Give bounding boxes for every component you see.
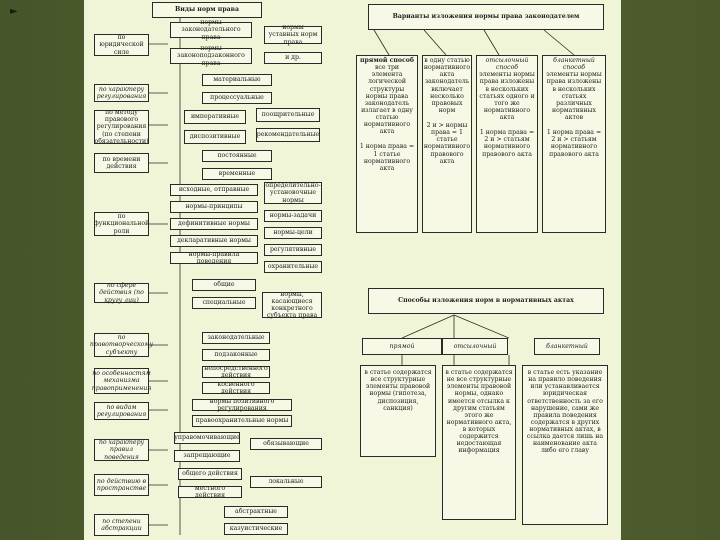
item-direct-action: непосредственного действия	[202, 366, 270, 378]
category-scope: по видам регулирования	[94, 402, 149, 420]
category-space: по действию в пространстве	[94, 474, 149, 496]
variant-column-1	[356, 55, 418, 233]
category-mechanism: по особенностям механизма правоприменения	[94, 368, 149, 394]
category-subject: по правотворческому субъекту	[89, 334, 154, 356]
variant-column-3	[476, 55, 538, 233]
item-func-3: дефинитивные нормы	[170, 218, 258, 230]
variant-column-4	[542, 55, 606, 233]
variant-1-formula: 1 норма права = 1 статье нормативного акта	[359, 143, 415, 172]
item-subordinate: подзаконные	[202, 349, 270, 361]
variant-3-formula: 1 норма права = 2 и > статьям нормативного правового акта	[479, 129, 535, 158]
variant-1-text: все три элемента логической структуры нормы права законодатель излагает в одну статью нормативного акта	[361, 64, 413, 136]
item-local-norms: локальные	[250, 476, 322, 488]
variant-2-formula: 2 и > нормы права = 1 статье нормативного правового акта	[423, 122, 471, 165]
item-empowering: управомочивающие	[174, 432, 240, 444]
item-concrete: нормы, касающиеся конкретного субъекта права	[262, 292, 322, 318]
variant-4-formula: 1 норма права = 2 и > статьям нормативного правового акта	[546, 129, 602, 158]
item-permanent: постоянные	[202, 150, 272, 162]
item-obliging: обязывающие	[250, 438, 322, 450]
item-protective: правоохранительные нормы	[192, 415, 292, 427]
item-local-action: местного действия	[178, 486, 242, 498]
category-nature: по характеру правил поведения	[94, 439, 149, 461]
item-func-1: исходные, отправные	[170, 184, 258, 196]
category-legal-force: по юридической силе	[94, 34, 149, 56]
right-top-title: Варианты изложения нормы права законодателем	[368, 4, 604, 30]
item-func-5: нормы-правила поведения	[170, 252, 258, 264]
item-legal-force-1: нормы законодательного права	[170, 22, 252, 38]
item-legal-force-4: и др.	[264, 52, 322, 64]
category-action: по времени действия	[94, 153, 149, 173]
category-sphere: по сфере действия (по кругу лиц)	[94, 283, 149, 303]
item-general: общие	[192, 279, 256, 291]
item-recommending: рекомендательные	[256, 128, 320, 142]
item-encouraging: поощрительные	[256, 108, 320, 122]
item-general-action: общего действия	[178, 468, 242, 480]
item-imperative: императивные	[184, 110, 246, 124]
variant-column-2	[422, 55, 472, 233]
method-blanket: бланкетный	[534, 338, 600, 355]
variant-3-head: отсылочный способ	[485, 57, 529, 72]
item-func-sub-3: нормы-цели	[264, 227, 322, 239]
variant-2-head: в одну статью нормативного акта	[423, 57, 471, 79]
item-func-2: нормы-принципы	[170, 201, 258, 213]
item-dispositive: диспозитивные	[184, 130, 246, 144]
item-prohibiting: запрещающие	[174, 450, 240, 462]
method-blanket-description: в статье есть указание на правило поведения или устанавливается юридическая ответственность за его нарушение, сами же правила поведения содержатся в других нормативных актах, в ссылка дается лишь на наименование акта либо его главу	[522, 365, 608, 525]
item-func-sub-5: охранительные	[264, 261, 322, 273]
variant-3-text: элементы нормы права изложены в нескольких статьях одного и того же нормативного акта	[479, 71, 535, 121]
category-method: по методу правового регулирования (по степени обязательности)	[94, 109, 149, 145]
item-casuistic: казуистические	[224, 523, 288, 535]
category-functional-role: по функциональной роли	[93, 213, 150, 235]
item-legislative: законодательные	[202, 332, 270, 344]
item-positive-reg: нормы позитивного регулирования	[192, 399, 292, 411]
method-reference-description: в статье содержатся не все структурные элементы правовой нормы, однако имеется отсылка к другим статьям этого же нормативного акта, в которых содержится недостающая информация	[442, 365, 516, 520]
item-temporary: временные	[202, 168, 272, 180]
item-func-4: декларативные нормы	[170, 235, 258, 247]
variant-4-text: элементы нормы права изложены в нескольких статьях различных нормативных актов	[546, 71, 602, 121]
item-legal-force-3: нормы уставных норм права	[264, 26, 322, 44]
item-func-sub-4: регулятивные	[264, 244, 322, 256]
category-abstraction: по степени абстракции	[94, 514, 149, 536]
method-direct-description: в статье содержатся все структурные элементы правовой нормы (гипотеза, диспозиция, санкция)	[360, 365, 436, 457]
left-title: Виды норм права	[152, 2, 262, 18]
right-bottom-title: Способы изложения норм в нормативных актах	[368, 288, 604, 314]
scanned-diagram-sheet	[84, 0, 621, 540]
item-material: материальные	[202, 74, 272, 86]
variant-1-head: прямой способ	[359, 57, 415, 64]
item-func-sub-2: нормы-задачи	[264, 210, 322, 222]
item-special: специальные	[192, 297, 256, 309]
method-reference: отсылочный	[442, 338, 508, 355]
item-procedural: процессуальные	[202, 92, 272, 104]
variant-2-text: законодатель включает несколько правовых норм	[424, 78, 470, 114]
category-character: по характеру регулирования	[94, 84, 149, 102]
item-indirect-action: косвенного действия	[202, 382, 270, 394]
method-direct: прямой	[362, 338, 442, 355]
bullet-icon: ►	[10, 6, 18, 17]
item-func-sub-1: определительно-установочные нормы	[265, 182, 321, 204]
item-abstract: абстрактные	[224, 506, 288, 518]
item-legal-force-2: нормы законоподзаконного права	[170, 48, 252, 64]
variant-4-head: бланкетный способ	[553, 57, 595, 72]
